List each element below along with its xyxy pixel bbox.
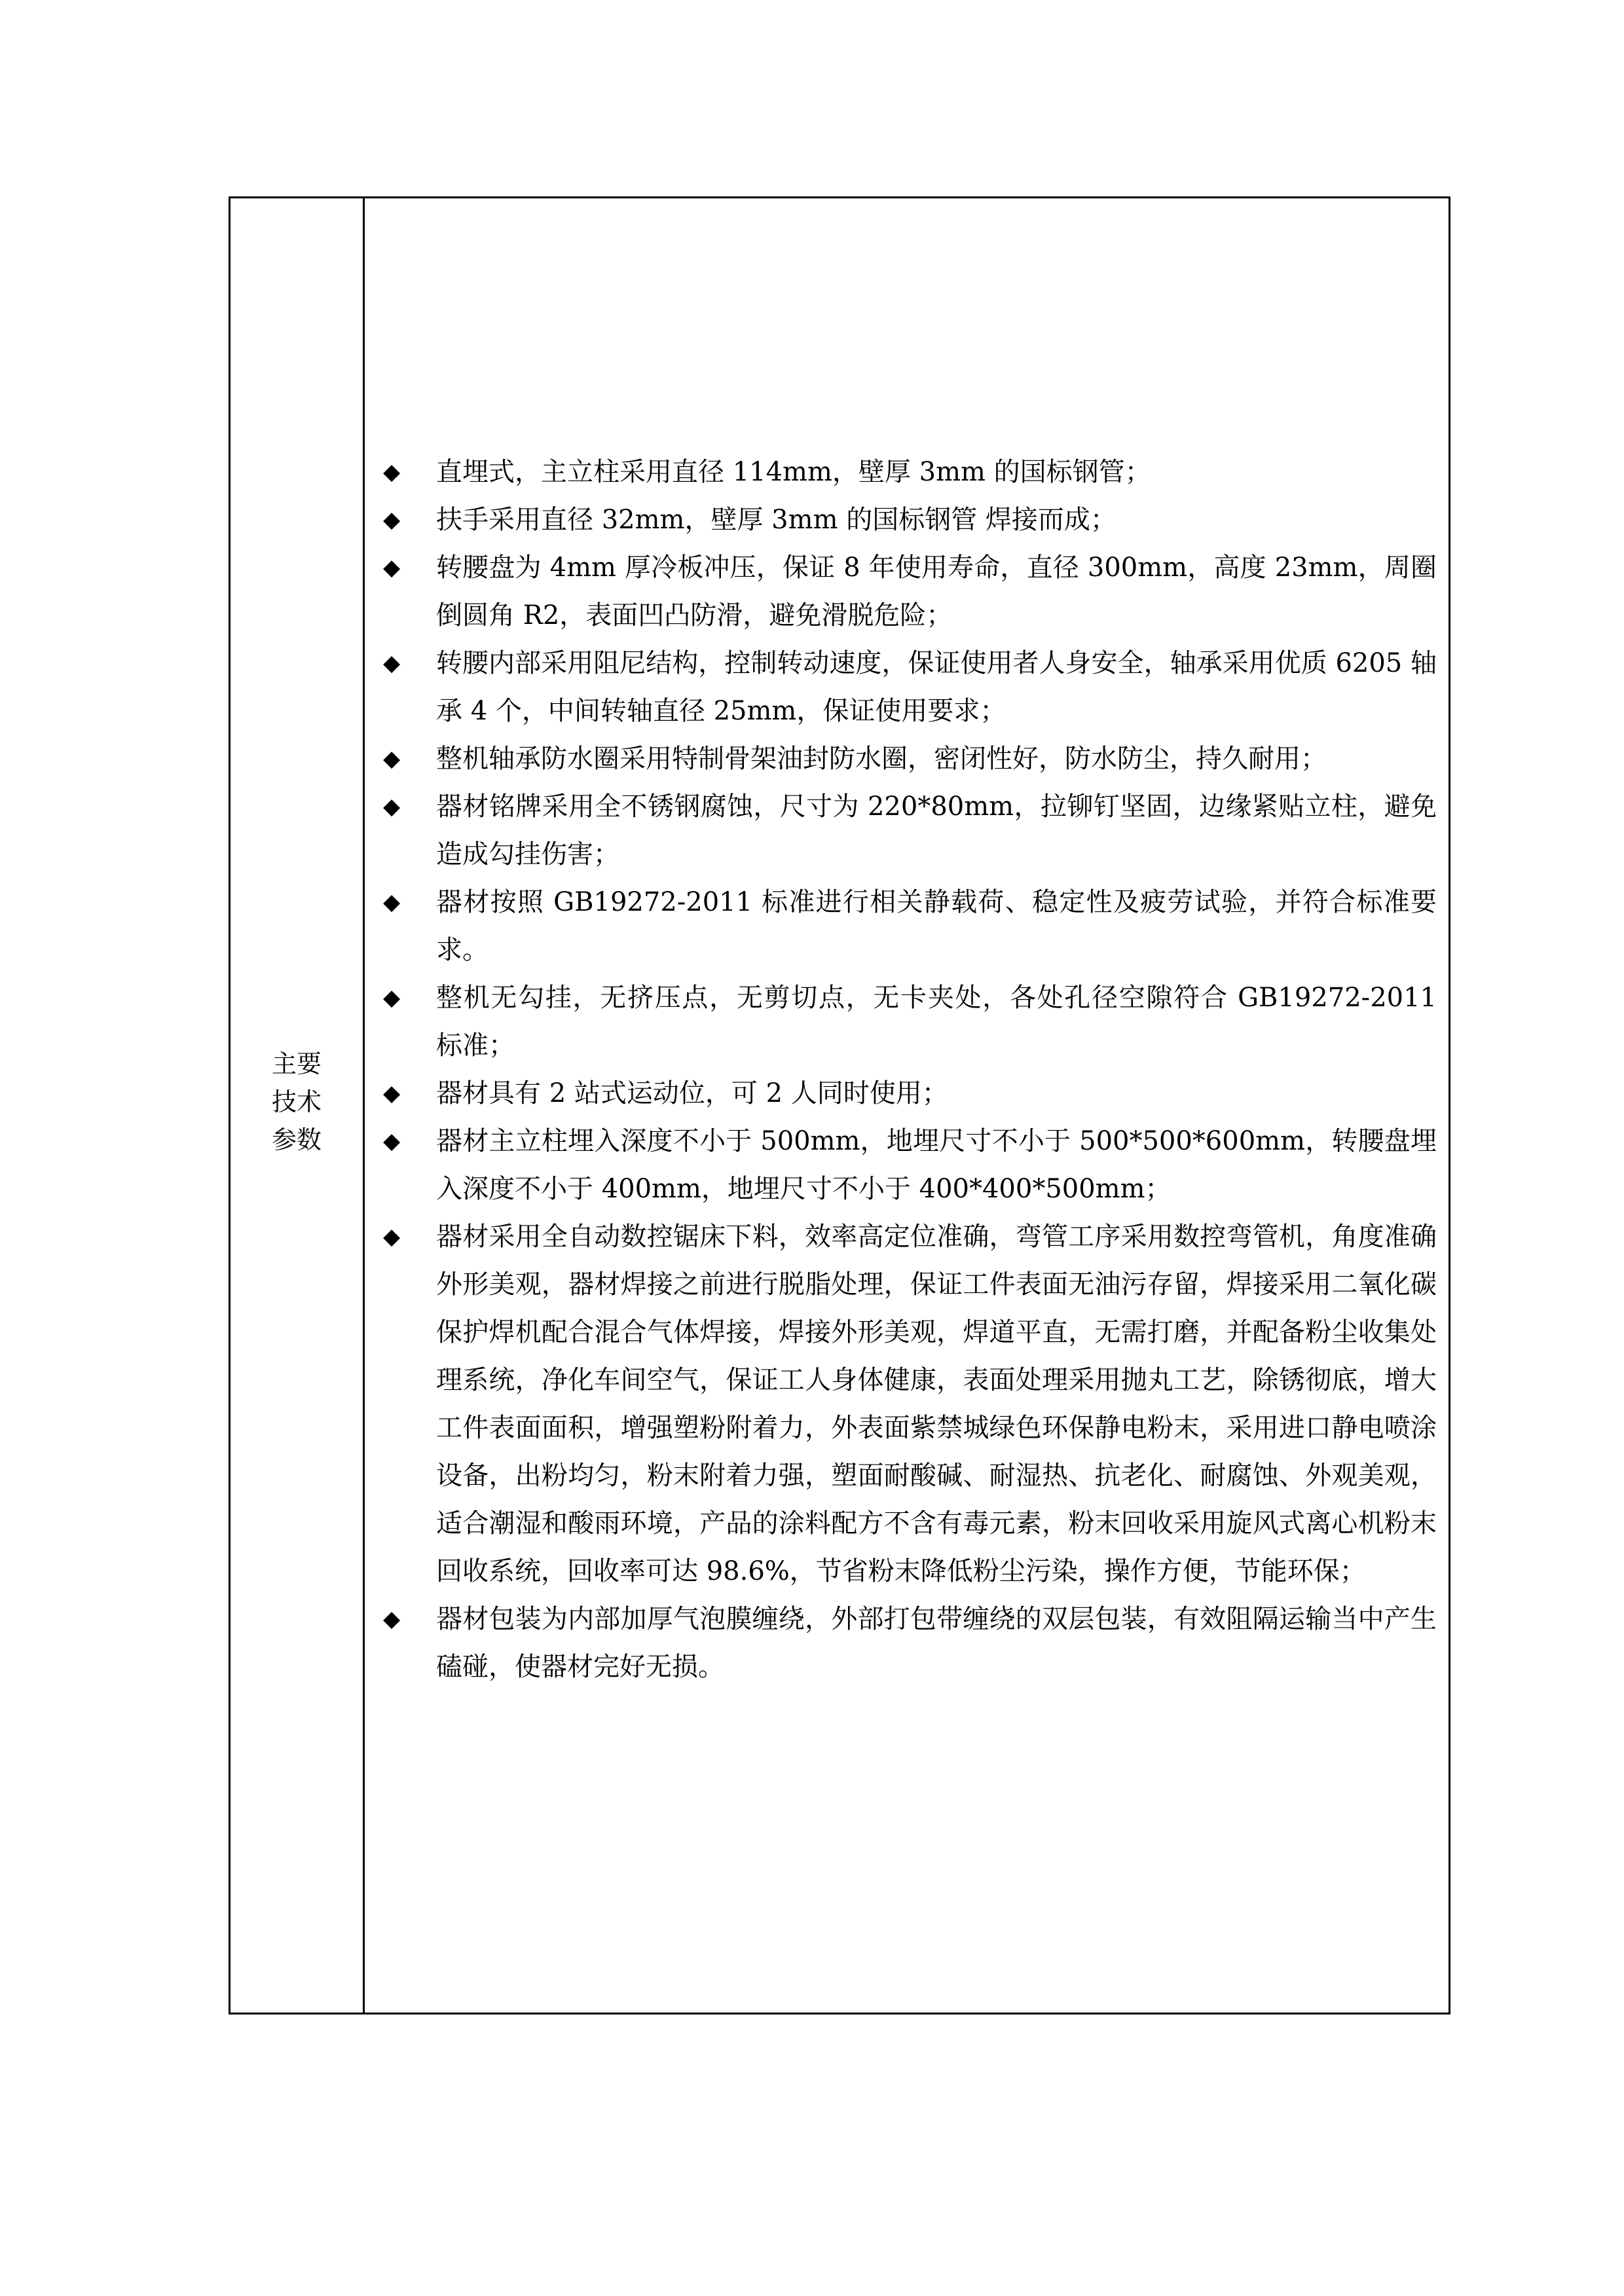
list-item (365, 1118, 1449, 1213)
list-item (365, 448, 1449, 496)
list-item (365, 1070, 1449, 1118)
item-text: 直埋式，主立柱采用直径 114mm，壁厚 3mm 的国标钢管； (436, 457, 1151, 487)
bullet-icon: ◆ (383, 985, 401, 1011)
list-item (365, 640, 1449, 735)
label-cell (231, 198, 365, 2013)
item-text: 扶手采用直径 32mm，壁厚 3mm 的国标钢管 焊接而成； (436, 505, 1116, 535)
item-text: 器材主立柱埋入深度不小于 500mm，地埋尺寸不小于 500*500*600mm，转腰盘埋入深度不小于 400mm，地埋尺寸不小于 400*400*500mm； (436, 1126, 1437, 1204)
list-item (365, 735, 1449, 783)
bullet-icon: ◆ (383, 1128, 401, 1154)
content-cell (365, 198, 1449, 2013)
item-text: 整机轴承防水圈采用特制骨架油封防水圈，密闭性好，防水防尘，持久耐用； (436, 744, 1327, 774)
list-item (365, 974, 1449, 1070)
bullet-icon: ◆ (383, 1080, 401, 1106)
bullet-icon: ◆ (383, 1606, 401, 1632)
list-item (365, 783, 1449, 879)
label-text (231, 1045, 363, 1159)
item-text: 整机无勾挂，无挤压点，无剪切点，无卡夹处，各处孔径空隙符合 GB19272-2011 标准； (436, 983, 1437, 1061)
bullet-icon: ◆ (383, 1224, 401, 1250)
bullet-icon: ◆ (383, 507, 401, 533)
list-item (365, 496, 1449, 544)
item-text: 器材采用全自动数控锯床下料，效率高定位准确，弯管工序采用数控弯管机，角度准确外形美观，器材焊接之前进行脱脂处理，保证工件表面无油污存留，焊接采用二氧化碳保护焊机配合混合气体焊接，焊接外形美观，焊道平直，无需打磨，并配备粉尘收集处理系统，净化车间空气，保证工人身体健康，表面处理采用抛丸工艺，除锈彻底，增大工件表面面积，增强塑粉附着力，外表面紫禁城绿色环保静电粉末，采用进口静电喷涂设备，出粉均匀，粉末附着力强，塑面耐酸碱、耐湿热、抗老化、耐腐蚀、外观美观，适合潮湿和酸雨环境，产品的涂料配方不含有毒元素，粉末回收采用旋风式离心机粉末回收系统，回收率可达 98.6%，节省粉末降低粉尘污染，操作方便，节能环保； (436, 1222, 1437, 1586)
item-text: 器材包装为内部加厚气泡膜缠绕，外部打包带缠绕的双层包装，有效阻隔运输当中产生磕碰，使器材完好无损。 (436, 1604, 1437, 1682)
bullet-icon: ◆ (383, 889, 401, 915)
list-item (365, 544, 1449, 640)
item-text: 器材具有 2 站式运动位，可 2 人同时使用； (436, 1078, 948, 1108)
list-item (365, 1213, 1449, 1595)
spec-list (365, 448, 1449, 1691)
item-text: 转腰内部采用阻尼结构，控制转动速度，保证使用者人身安全，轴承采用优质 6205 轴承 4 个，中间转轴直径 25mm，保证使用要求； (436, 648, 1437, 726)
bullet-icon: ◆ (383, 746, 401, 772)
label-line: 主要 (271, 1049, 322, 1078)
bullet-icon: ◆ (383, 793, 401, 820)
bullet-icon: ◆ (383, 459, 401, 485)
list-item (365, 1595, 1449, 1691)
spec-table (229, 196, 1450, 2014)
item-text: 器材铭牌采用全不锈钢腐蚀，尺寸为 220*80mm，拉铆钉坚固，边缘紧贴立柱，避免造成勾挂伤害； (436, 792, 1437, 869)
bullet-icon: ◆ (383, 650, 401, 676)
label-line: 参数 (271, 1125, 322, 1154)
list-item (365, 879, 1449, 974)
item-text: 器材按照 GB19272-2011 标准进行相关静载荷、稳定性及疲劳试验，并符合标准要求。 (436, 887, 1437, 965)
label-line: 技术 (271, 1087, 322, 1116)
item-text: 转腰盘为 4mm 厚冷板冲压，保证 8 年使用寿命，直径 300mm，高度 23mm，周圈倒圆角 R2，表面凹凸防滑，避免滑脱危险； (436, 553, 1437, 630)
bullet-icon: ◆ (383, 555, 401, 581)
